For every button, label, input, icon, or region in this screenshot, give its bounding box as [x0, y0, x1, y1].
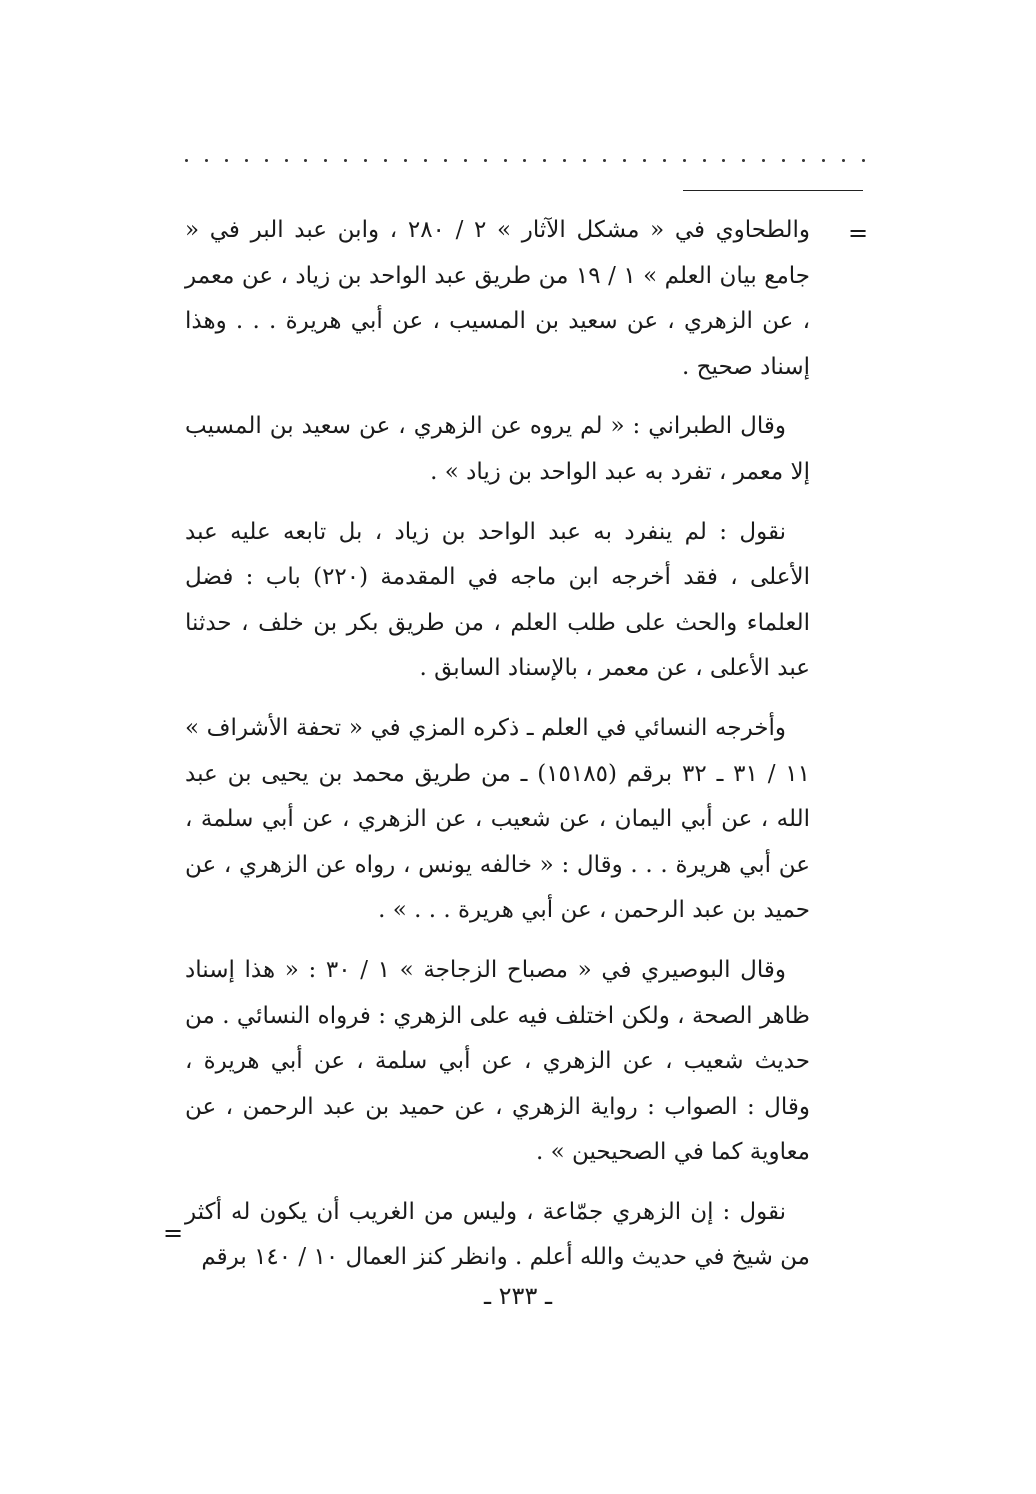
- paragraph-2: وقال الطبراني : « لم يروه عن الزهري ، عن سعيد بن المسيب إلا معمر ، تفرد به عبد الواحد بن زياد » .: [185, 413, 810, 485]
- dotted-separator: [185, 148, 865, 172]
- separator-dot: [663, 159, 666, 162]
- separator-dot: [324, 159, 327, 162]
- separator-dot: [364, 159, 367, 162]
- separator-dot: [623, 159, 626, 162]
- separator-dot: [802, 159, 805, 162]
- separator-dot: [504, 159, 507, 162]
- separator-dot: [703, 159, 706, 162]
- separator-dot: [424, 159, 427, 162]
- separator-dot: [225, 159, 228, 162]
- paragraph-3: نقول : لم ينفرد به عبد الواحد بن زياد ، بل تابعه عليه عبد الأعلى ، فقد أخرجه ابن ماجه في المقدمة (٢٢٠) باب : فضل العلماء والحث على طلب العلم ، من طريق بكر بن خلف ، حدثنا عبد الأعلى ، عن معمر ، بالإسناد السابق .: [185, 518, 810, 682]
- separator-dot: [185, 159, 188, 162]
- separator-dot: [603, 159, 606, 162]
- separator-dot: [344, 159, 347, 162]
- separator-dot: [304, 159, 307, 162]
- separator-dot: [822, 159, 825, 162]
- paragraph-6: نقول : إن الزهري جمّاعة ، وليس من الغريب أن يكون له أكثر من شيخ في حديث والله أعلم . وانظر كنز العمال ١٠ / ١٤٠ برقم: [185, 1198, 810, 1271]
- separator-dot: [205, 159, 208, 162]
- separator-dot: [484, 159, 487, 162]
- separator-dot: [842, 159, 845, 162]
- separator-dot: [742, 159, 745, 162]
- continuation-mark-end: =: [163, 1219, 184, 1247]
- separator-dot: [583, 159, 586, 162]
- separator-dot: [722, 159, 725, 162]
- separator-dot: [782, 159, 785, 162]
- separator-dot: [762, 159, 765, 162]
- separator-dot: [245, 159, 248, 162]
- continuation-mark: =: [848, 219, 869, 247]
- page-number: ـ ٢٣٣ ـ: [483, 1282, 552, 1310]
- separator-dot: [862, 159, 865, 162]
- separator-dot: [683, 159, 686, 162]
- separator-dot: [384, 159, 387, 162]
- footnote-rule: [683, 190, 863, 191]
- paragraph-5: وقال البوصيري في « مصباح الزجاجة » ١ / ٣٠ : « هذا إسناد ظاهر الصحة ، ولكن اختلف فيه على الزهري : فرواه النسائي . من حديث شعيب ، عن الزهري ، عن أبي سلمة ، عن أبي هريرة ، وقال : الصواب : رواية الزهري ، عن حميد بن عبد الرحمن ، عن معاوية كما في الصحيحين » .: [185, 956, 810, 1166]
- paragraph-1: والطحاوي في « مشكل الآثار » ٢ / ٢٨٠ ، وابن عبد البر في « جامع بيان العلم » ١ / ١٩ من طريق عبد الواحد بن زياد ، عن معمر ، عن الزهري ، عن سعيد بن المسيب ، عن أبي هريرة . . . وهذا إسناد صحيح .: [185, 217, 811, 380]
- separator-dot: [643, 159, 646, 162]
- separator-dot: [464, 159, 467, 162]
- separator-dot: [523, 159, 526, 162]
- separator-dot: [285, 159, 288, 162]
- separator-dot: [404, 159, 407, 162]
- separator-dot: [543, 159, 546, 162]
- separator-dot: [444, 159, 447, 162]
- separator-dot: [265, 159, 268, 162]
- paragraph-4: وأخرجه النسائي في العلم ـ ذكره المزي في « تحفة الأشراف » ١١ / ٣١ ـ ٣٢ برقم (١٥١٨٥) ـ من طريق محمد بن يحيى بن عبد الله ، عن أبي اليمان ، عن شعيب ، عن الزهري ، عن أبي سلمة ، عن أبي هريرة . . . وقال : « خالفه يونس ، رواه عن الزهري ، عن حميد بن عبد الرحمن ، عن أبي هريرة . . . » .: [185, 714, 810, 924]
- footnote-body: [185, 208, 810, 1295]
- separator-dot: [563, 159, 566, 162]
